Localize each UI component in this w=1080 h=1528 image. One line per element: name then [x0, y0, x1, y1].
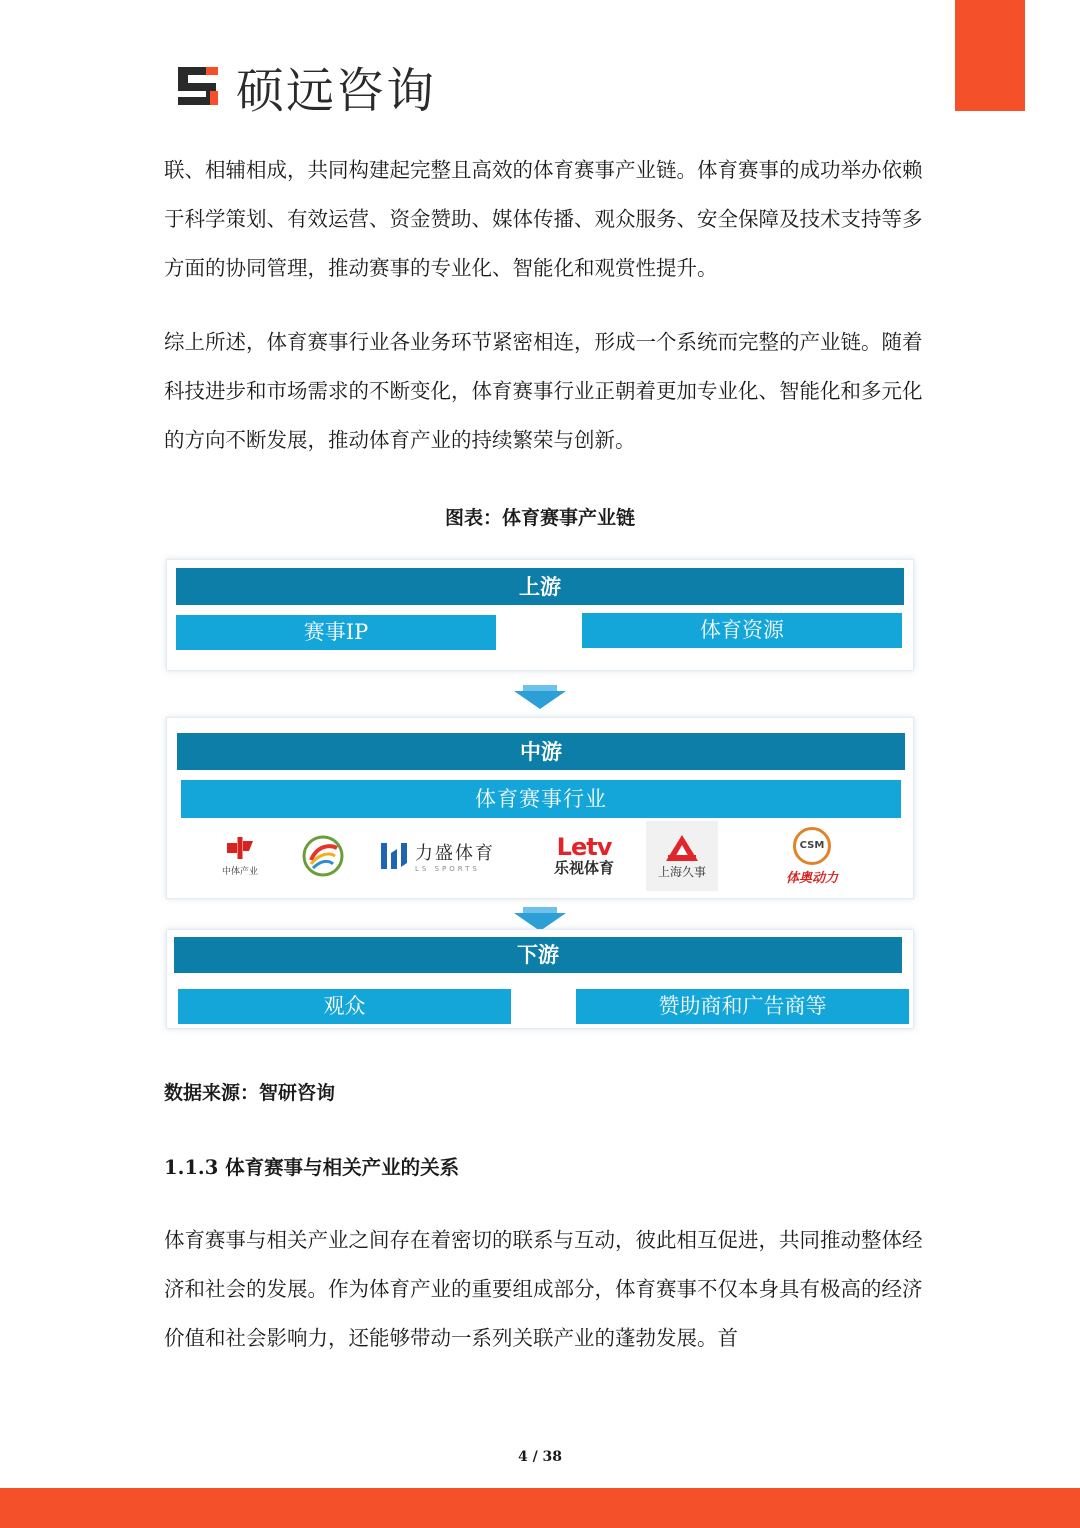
- downstream-item-sponsors: 赞助商和广告商等: [576, 989, 909, 1024]
- company-brand: Letv: [556, 833, 612, 861]
- company-name: 力盛体育: [415, 843, 495, 864]
- header-accent-tab: [955, 0, 1025, 111]
- downstream-item-audience: 观众: [178, 989, 511, 1024]
- emblem-logo-icon: [298, 821, 348, 891]
- downstream-header: 下游: [174, 937, 902, 973]
- logo-mark-icon: [176, 61, 226, 111]
- section-heading: [164, 1152, 459, 1180]
- logo-text: 硕远咨询: [236, 62, 437, 119]
- midstream-header: 中游: [177, 733, 905, 770]
- company-name: 中体产业: [221, 867, 258, 877]
- downstream-panel: [166, 929, 914, 1029]
- industry-chain-diagram: [164, 557, 916, 1032]
- csm-emblem: CSM: [793, 827, 831, 865]
- company-subname: LS SPORTS: [415, 865, 480, 873]
- company-name: 体奥动力: [785, 870, 838, 886]
- company-logos-row: [180, 821, 900, 891]
- down-arrow-icon: [514, 691, 566, 709]
- lisheng-sports-logo-icon: [372, 821, 500, 891]
- section-title: 体育赛事与相关产业的关系: [225, 1156, 460, 1179]
- upstream-item-sports-resources: 体育资源: [582, 613, 902, 648]
- data-source: 数据来源：智研咨询: [164, 1082, 336, 1104]
- company-name: 上海久事: [657, 864, 706, 879]
- paragraph-1: 联、相辅相成，共同构建起完整且高效的体育赛事产业链。体育赛事的成功举办依赖于科学策划、有效运营、资金赞助、媒体传播、观众服务、安全保障及技术支持等多方面的协同管理，推动赛事的专业化、智能化和观赏性提升。: [164, 158, 923, 280]
- china-sports-logo-icon: [210, 821, 270, 891]
- footer-accent-bar: [0, 1488, 1080, 1528]
- upstream-panel: [166, 559, 914, 671]
- company-logo: [176, 58, 437, 119]
- csm-logo-icon: [772, 821, 852, 891]
- company-name: 乐视体育: [553, 859, 614, 877]
- section-number: 1.1.3: [164, 1156, 219, 1179]
- figure-title: 图表：体育赛事产业链: [444, 507, 635, 529]
- paragraph-2: 综上所述，体育赛事行业各业务环节紧密相连，形成一个系统而完整的产业链。随着科技进步和市场需求的不断变化，体育赛事行业正朝着更加专业化、智能化和多元化的方向不断发展，推动体育产业的持续繁荣与创新。: [164, 330, 923, 452]
- midstream-industry-bar: 体育赛事行业: [181, 780, 901, 818]
- upstream-item-event-ip: 赛事IP: [176, 615, 496, 650]
- shanghai-jiushi-logo-icon: [646, 821, 718, 891]
- upstream-header: 上游: [176, 568, 904, 605]
- paragraph-3: 体育赛事与相关产业之间存在着密切的联系与互动，彼此相互促进，共同推动整体经济和社会的发展。作为体育产业的重要组成部分，体育赛事不仅本身具有极高的经济价值和社会影响力，还能够带动一系列关联产业的蓬勃发展。首: [164, 1228, 923, 1350]
- letv-sports-logo-icon: [544, 821, 624, 891]
- page-number: 4 / 38: [517, 1449, 563, 1465]
